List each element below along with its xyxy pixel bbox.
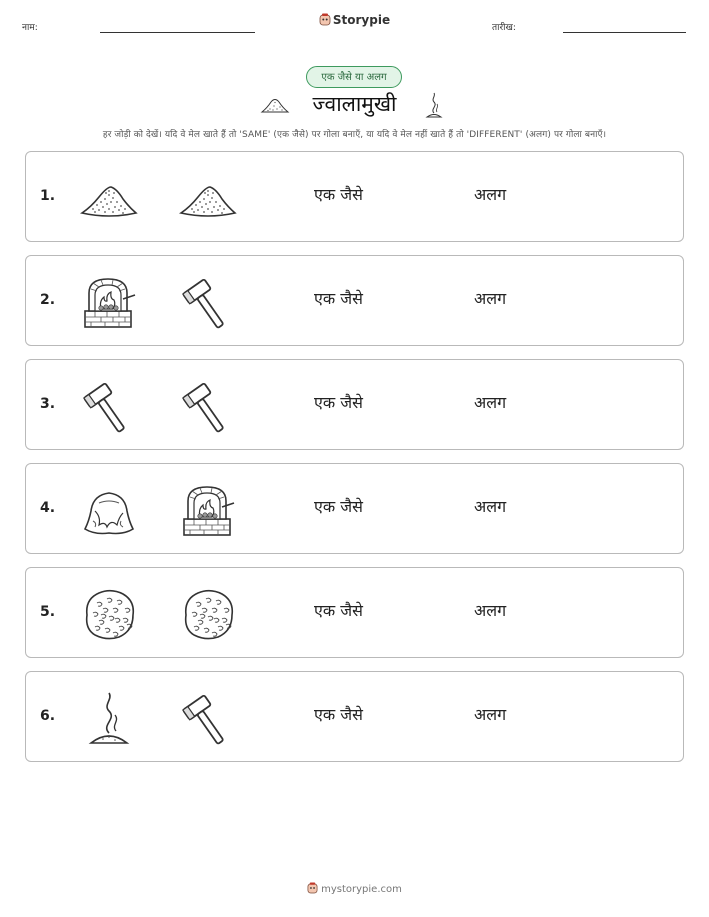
hammer-icon <box>178 377 238 435</box>
forge-icon <box>79 273 139 331</box>
option-same[interactable]: एक जैसे <box>314 705 363 724</box>
question-number: 3. <box>40 396 56 412</box>
rock-icon <box>178 585 238 643</box>
footer-site: mystorypie.com <box>321 884 402 895</box>
ash-pile-icon <box>178 169 238 227</box>
storypie-logo-icon <box>307 882 318 894</box>
brand-name: Storypie <box>332 13 391 27</box>
option-different[interactable]: अलग <box>474 497 507 516</box>
name-label: नाम: <box>22 23 38 33</box>
question-number: 6. <box>40 708 56 724</box>
question-row <box>25 255 684 346</box>
question-row <box>25 671 684 762</box>
footer <box>0 882 709 895</box>
option-different[interactable]: अलग <box>474 601 507 620</box>
forge-icon <box>178 481 238 539</box>
storypie-logo-icon <box>319 13 331 26</box>
date-line[interactable] <box>563 32 686 33</box>
option-different[interactable]: अलग <box>474 393 507 412</box>
page-title: ज्वालामुखी <box>312 92 397 116</box>
question-row <box>25 359 684 450</box>
option-same[interactable]: एक जैसे <box>314 289 363 308</box>
question-row <box>25 463 684 554</box>
option-different[interactable]: अलग <box>474 705 507 724</box>
instructions: हर जोड़ी को देखें। यदि वे मेल खाते हैं तो 'SAME' (एक जैसे) पर गोला बनाएँ, या यदि वे मेल नहीं खाते हैं तो 'DIFFERENT' (अलग) पर गोला बनाएँ। <box>102 130 607 140</box>
option-same[interactable]: एक जैसे <box>314 185 363 204</box>
lava-mound-icon <box>79 481 139 539</box>
question-number: 1. <box>40 188 56 204</box>
option-different[interactable]: अलग <box>474 185 507 204</box>
question-number: 4. <box>40 500 56 516</box>
option-same[interactable]: एक जैसे <box>314 601 363 620</box>
question-number: 5. <box>40 604 56 620</box>
question-row <box>25 151 684 242</box>
question-number: 2. <box>40 292 56 308</box>
brand <box>0 13 709 27</box>
option-different[interactable]: अलग <box>474 289 507 308</box>
hammer-icon <box>178 689 238 747</box>
question-row <box>25 567 684 658</box>
worksheet-type-badge: एक जैसे या अलग <box>306 66 402 88</box>
option-same[interactable]: एक जैसे <box>314 497 363 516</box>
smoke-icon <box>79 689 139 747</box>
option-same[interactable]: एक जैसे <box>314 393 363 412</box>
smoke-icon <box>424 91 444 123</box>
rock-icon <box>79 585 139 643</box>
hammer-icon <box>178 273 238 331</box>
hammer-icon <box>79 377 139 435</box>
name-line[interactable] <box>100 32 255 33</box>
date-label: तारीख: <box>492 23 516 33</box>
ash-pile-icon <box>79 169 139 227</box>
